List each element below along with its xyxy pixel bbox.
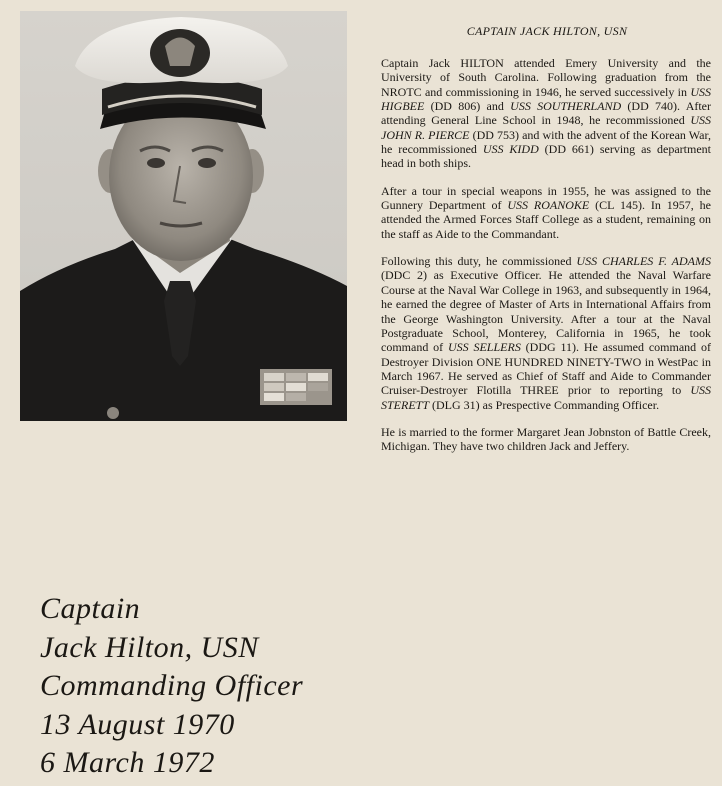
bio-paragraph xyxy=(381,425,711,454)
caption-name: Jack Hilton, USN xyxy=(40,630,259,664)
caption-role: Commanding Officer xyxy=(40,669,304,702)
ship-name: USS KIDD xyxy=(482,142,539,157)
caption-date-to: 6 March 1972 xyxy=(40,746,215,779)
bio-text-run: (DD 753) and with the advent of the Korean War, he recommissioned xyxy=(381,127,712,157)
ship-name: USS SELLERS xyxy=(447,340,521,355)
biography-text xyxy=(381,56,711,467)
bio-text-run: (DD 740). After attending General Line School in 1948, he recommissioned xyxy=(381,99,712,128)
bio-paragraph xyxy=(381,254,711,412)
bio-text-run: (DD 806) and xyxy=(424,99,511,114)
bio-paragraph xyxy=(381,184,711,241)
ship-name: USS CHARLES F. ADAMS xyxy=(576,254,712,269)
ship-name: USS STERETT xyxy=(381,383,711,412)
caption-date-from: 13 August 1970 xyxy=(40,707,235,741)
bio-paragraph xyxy=(381,56,711,171)
ship-name: USS HIGBEE xyxy=(381,84,711,114)
bio-text-run: Following this duty, he commissioned xyxy=(381,254,577,269)
bio-text-run: (DDC 2) as Executive Officer. He attended the Naval Warfare Course at the Naval War College in 1963, and subsequently in 1964, he earned the degree of Master of Arts in International Affairs from the George Washington University. After a tour at the Naval Postgraduate School, Monterey, California in 1965, he took command of xyxy=(381,268,711,355)
bio-text-run: After a tour in special weapons in 1955, he was assigned to the Gunnery Department of xyxy=(381,183,711,213)
bio-text-run: (DLG 31) as Prespective Commanding Officer. xyxy=(429,397,660,412)
ship-name: USS SOUTHERLAND xyxy=(510,99,622,114)
ship-name: USS JOHN R. PIERCE xyxy=(381,113,711,142)
bio-text-run: (DD 661) serving as department head in both ships. xyxy=(381,142,711,171)
caption-rank: Captain xyxy=(40,592,141,625)
bio-text-run: (DDG 11). He assumed command of Destroyer Division ONE HUNDRED NINETY-TWO in WestPac in March 1967. He served as Chief of Staff and Aide to Commander Cruiser-Destroyer Flotilla THREE prior to reporting to xyxy=(381,340,711,398)
caption-block xyxy=(40,590,303,783)
bio-text-run: (CL 145). In 1957, he attended the Armed Forces Staff College as a student, remaining on the staff as Aide to the Commandant. xyxy=(381,198,711,241)
officer-portrait-image xyxy=(20,11,347,421)
portrait-photo xyxy=(20,11,347,421)
ship-name: USS ROANOKE xyxy=(507,198,590,213)
bio-text-run: He is married to the former Margaret Jean Jobnston of Battle Creek, Michigan. They have two children Jack and Jeffery. xyxy=(381,424,711,454)
bio-text-run: Captain Jack HILTON attended Emery University and the University of South Carolina. Following graduation from the NROTC and commissioning in 1946, he served successively in xyxy=(381,56,711,99)
bio-title: CAPTAIN JACK HILTON, USN xyxy=(466,24,628,38)
